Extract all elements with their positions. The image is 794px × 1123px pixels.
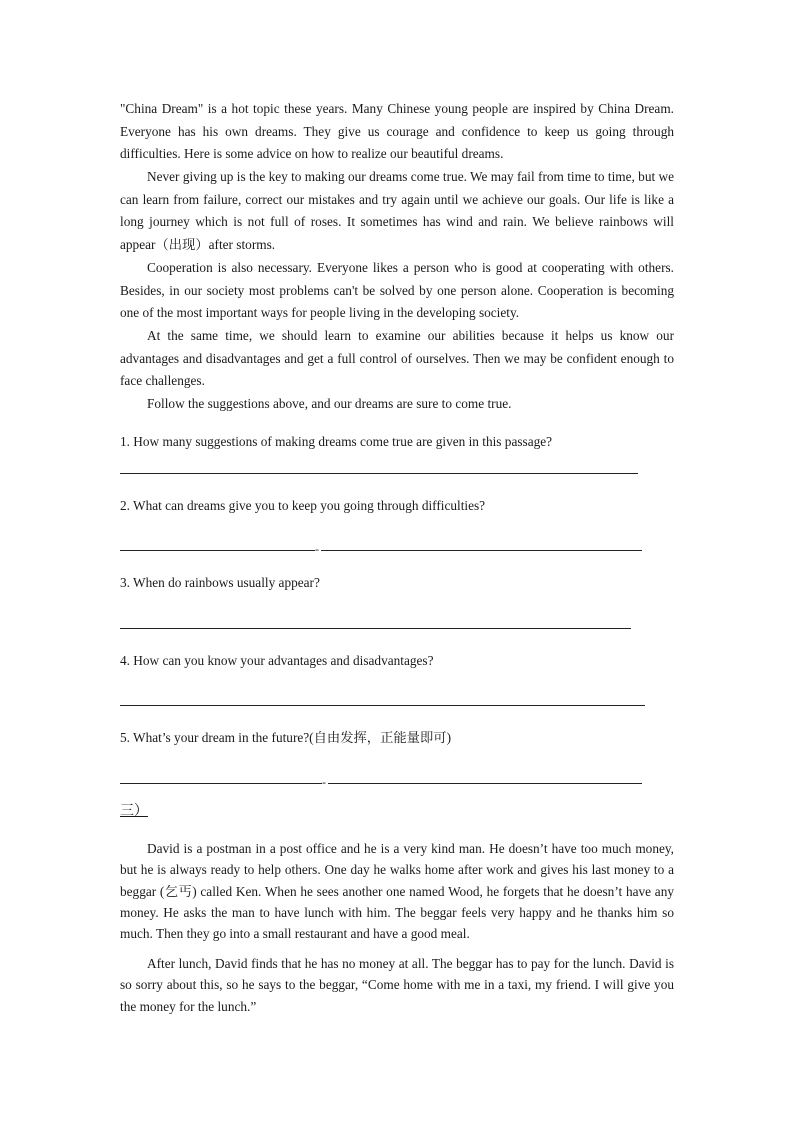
answer-line-2a[interactable] [120, 550, 315, 551]
answer-line-5b[interactable] [328, 783, 642, 784]
section-heading [120, 802, 148, 822]
answer-line-3[interactable] [120, 628, 631, 629]
passage1-paragraph-3: Cooperation is also necessary. Everyone likes a person who is good at cooperating with others. Besides, in our society most problems can't be solved by one person alone. Cooperation is becoming one of the most important ways for people living in the developing society. [120, 260, 674, 321]
passage1-paragraph-2: Never giving up is the key to making our dreams come true. We may fail from time to time, but we can learn from failure, correct our mistakes and try again until we achieve our goals. Our life is like a long journey which is not full of roses. It sometimes has wind and rain. We believe rainbows will appear（出现）after storms. [120, 169, 674, 252]
passage2-paragraph-1: David is a postman in a post office and he is a very kind man. He doesn’t have too much money, but he is always ready to help others. One day he walks home after work and gives his last money to a beggar (乞丐) called Ken. When he sees another one named Wood, he forgets that he doesn’t have any money. He asks the man to have lunch with him. The beggar feels very happy and he thanks him so much. Then they go into a small restaurant and have a good meal. [120, 841, 674, 942]
section-heading-text: 三） [120, 804, 148, 819]
passage2-paragraph-2: After lunch, David finds that he has no money at all. The beggar has to pay for the lunch. David is so sorry about this, so he says to the beggar, “Come home with me in a taxi, my friend. I will give you the money for the lunch.” [120, 956, 674, 1014]
passage1-paragraph-4: At the same time, we should learn to examine our abilities because it helps us know our advantages and disadvantages and get a full control of ourselves. Then we may be confident enough to face challenges. [120, 328, 674, 389]
passage1-paragraph-1: "China Dream" is a hot topic these years. Many Chinese young people are inspired by China Dream. Everyone has his own dreams. They give us courage and confidence to keep us going through difficulties. Here is some advice on how to realize our beautiful dreams. [120, 101, 674, 162]
answer-separator-5: - [322, 775, 326, 789]
answer-line-5a[interactable] [120, 783, 322, 784]
answer-line-1[interactable] [120, 473, 638, 474]
question-3: 3. When do rainbows usually appear? [120, 575, 320, 590]
passage1-paragraph-5: Follow the suggestions above, and our dreams are sure to come true. [147, 396, 512, 411]
answer-separator-2: - [315, 542, 319, 556]
answer-line-4[interactable] [120, 705, 645, 706]
question-4: 4. How can you know your advantages and disadvantages? [120, 653, 434, 668]
question-5: 5. What’s your dream in the future?(自由发挥，正能量即可) [120, 730, 451, 745]
answer-line-2b[interactable] [321, 550, 642, 551]
question-1: 1. How many suggestions of making dreams come true are given in this passage? [120, 434, 553, 449]
question-2: 2. What can dreams give you to keep you going through difficulties? [120, 498, 486, 513]
